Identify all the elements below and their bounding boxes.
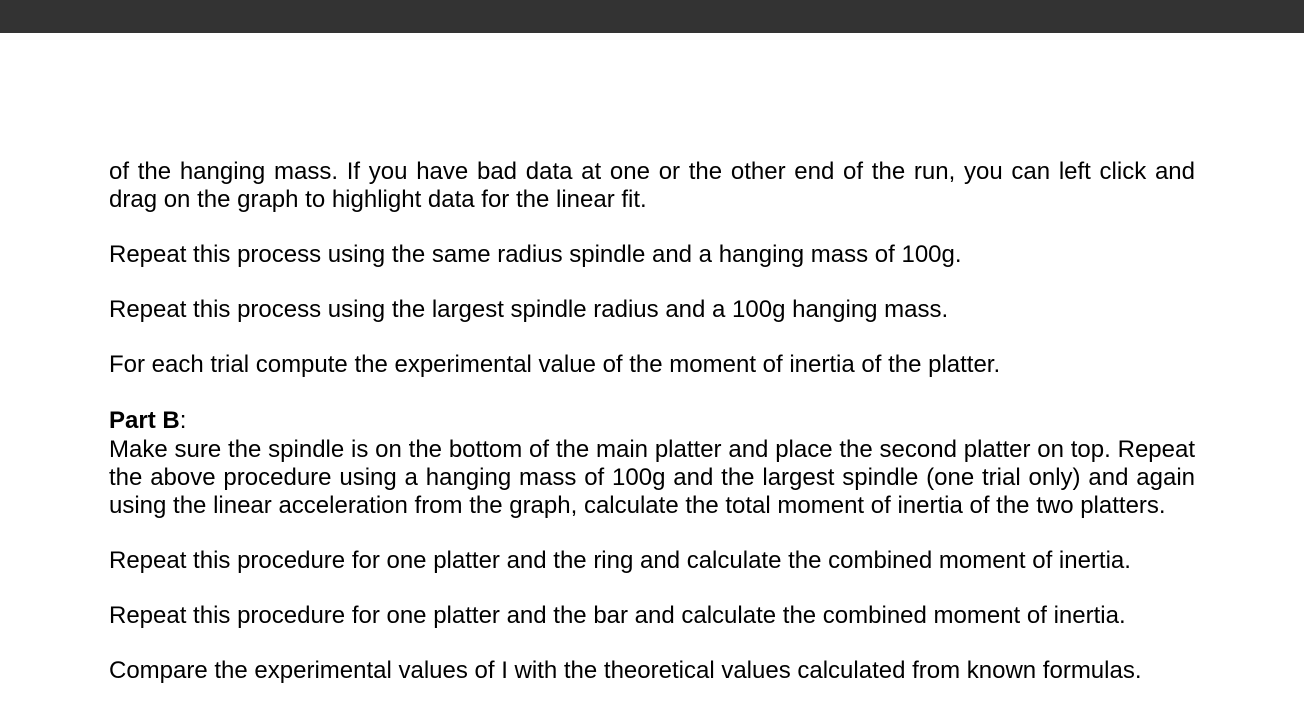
viewer-toolbar [0, 0, 1304, 33]
part-b-colon: : [179, 407, 187, 434]
paragraph-two-platters: Make sure the spindle is on the bottom of the main platter and place the second platter on top. Repeat the above procedure using a hanging mass of 100g and the largest spindle (one trial only) and again using the linear acceleration from the graph, calculate the total moment of inertia of the two platters. [109, 436, 1195, 519]
paragraph-compute-inertia: For each trial compute the experimental value of the moment of inertia of the platter. [109, 351, 1001, 378]
paragraph-largest-radius: Repeat this process using the largest spindle radius and a 100g hanging mass. [109, 296, 949, 323]
part-b-title: Part B [109, 407, 180, 434]
paragraph-ring: Repeat this procedure for one platter and the ring and calculate the combined moment of inertia. [109, 547, 1131, 574]
document-body [109, 158, 1195, 712]
part-b-heading [109, 406, 1195, 436]
paragraph-bar: Repeat this procedure for one platter and the bar and calculate the combined moment of inertia. [109, 602, 1126, 629]
paragraph-same-radius: Repeat this process using the same radius spindle and a hanging mass of 100g. [109, 241, 962, 268]
paragraph-linear-fit: of the hanging mass. If you have bad data at one or the other end of the run, you can left click and drag on the graph to highlight data for the linear fit. [109, 158, 1195, 213]
paragraph-compare: Compare the experimental values of I with the theoretical values calculated from known formulas. [109, 657, 1142, 684]
document-page [0, 33, 1304, 704]
